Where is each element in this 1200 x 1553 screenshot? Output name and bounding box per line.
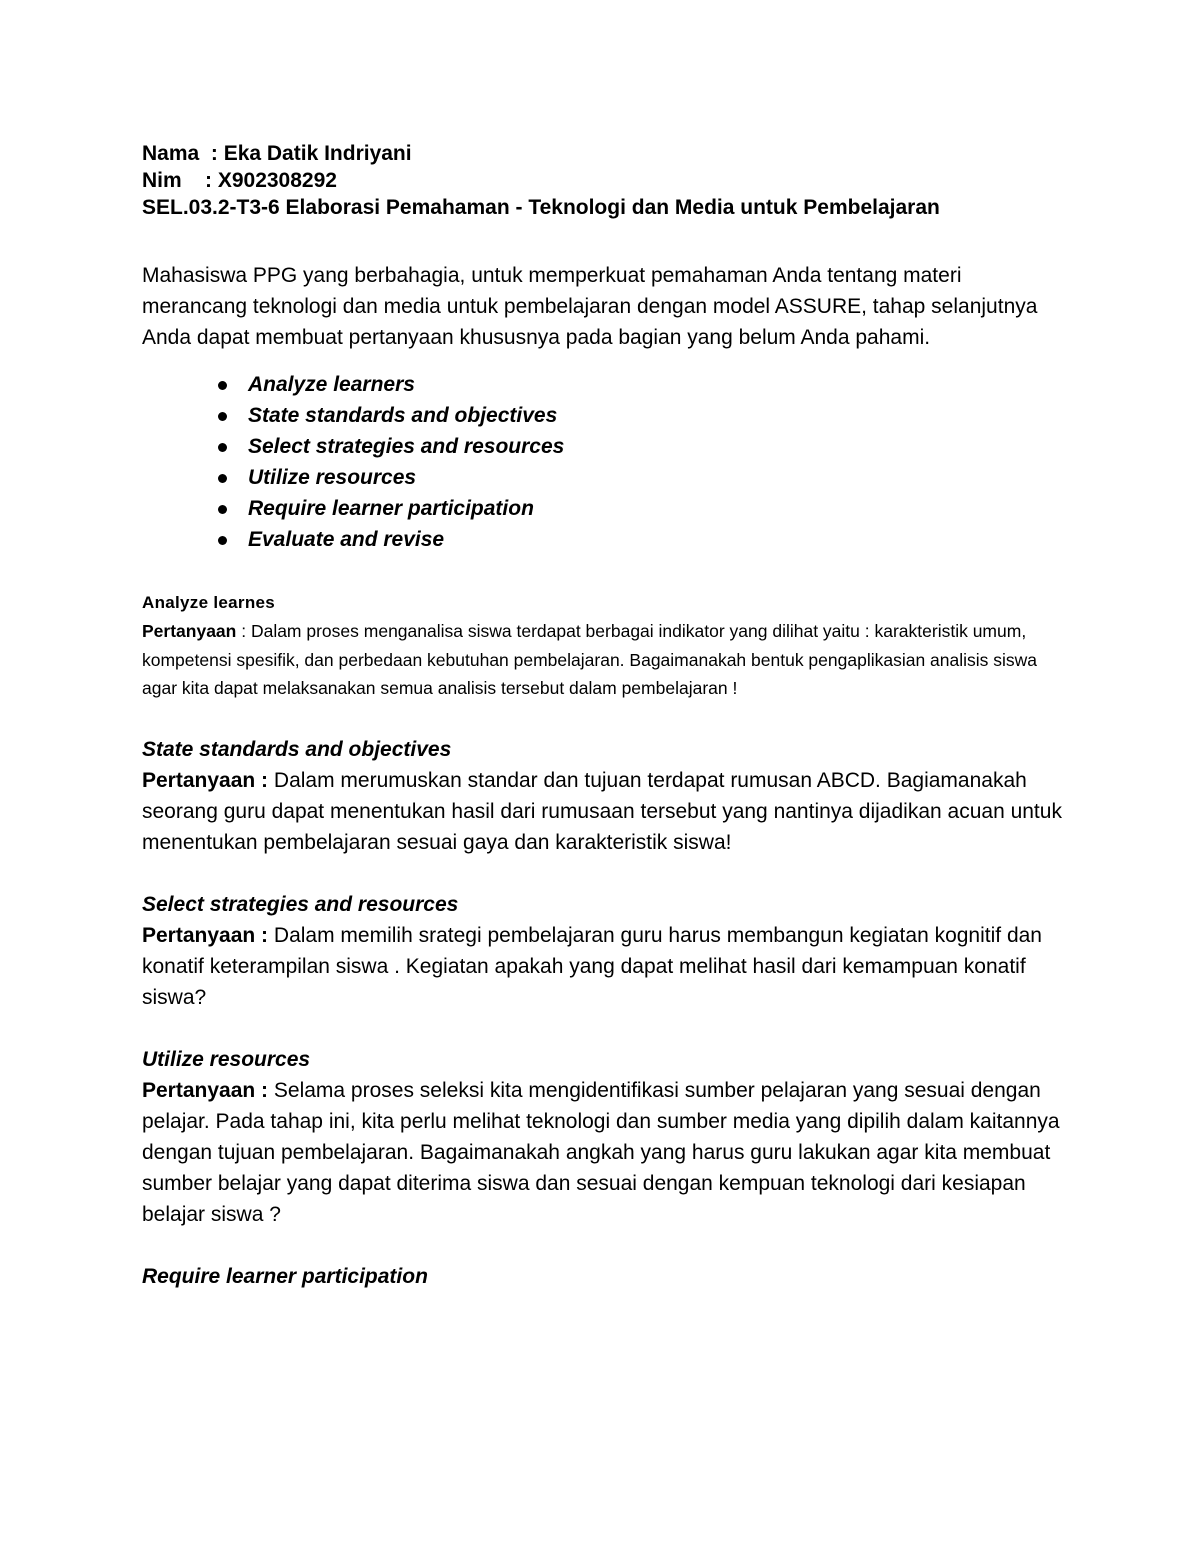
- question-text: Selama proses seleksi kita mengidentifikasi sumber pelajaran yang sesuai dengan pelajar. Pada tahap ini, kita perlu melihat teknologi dan sumber media yang dipilih dalam kaitannya dengan tujuan pembelajaran. Bagaimanakah angkah yang harus guru lakukan agar kita membuat sumber belajar yang dapat diterima siswa dan sesuai dengan kempuan teknologi dari kesiapan belajar siswa ?: [142, 1078, 1060, 1226]
- course-title: SEL.03.2-T3-6 Elaborasi Pemahaman - Teknologi dan Media untuk Pembelajaran: [142, 196, 940, 219]
- intro-paragraph: Mahasiswa PPG yang berbahagia, untuk memperkuat pemahaman Anda tentang materi merancang teknologi dan media untuk pembelajaran dengan model ASSURE, tahap selanjutnya Anda dapat membuat pertanyaan khususnya pada bagian yang belum Anda pahami.: [142, 264, 1038, 349]
- section-question: [142, 1075, 1072, 1230]
- list-item: [214, 400, 1072, 431]
- section-title: Select strategies and resources: [142, 892, 459, 916]
- student-nim: Nim : X902308292: [142, 169, 337, 192]
- list-item: [214, 524, 1072, 555]
- list-item-label: Utilize resources: [248, 466, 417, 489]
- section-title: Require learner participation: [142, 1264, 428, 1288]
- section-question: [142, 617, 1072, 703]
- question-text: Dalam memilih srategi pembelajaran guru harus membangun kegiatan kognitif dan konatif keterampilan siswa . Kegiatan apakah yang dapat melihat hasil dari kemampuan konatif siswa?: [142, 923, 1042, 1009]
- list-item-label: Select strategies and resources: [248, 435, 565, 458]
- bullet-icon: [218, 412, 227, 421]
- bullet-icon: [218, 536, 227, 545]
- list-item-label: Evaluate and revise: [248, 528, 445, 551]
- question-label: Pertanyaan: [142, 621, 237, 641]
- question-label: Pertanyaan :: [142, 768, 269, 792]
- section-select-strategies: [142, 889, 1072, 1013]
- section-analyze-learners: [142, 589, 1072, 703]
- section-question: [142, 765, 1072, 858]
- section-require-participation: [142, 1261, 1072, 1292]
- bullet-icon: [218, 505, 227, 514]
- bullet-icon: [218, 474, 227, 483]
- list-item-label: Require learner participation: [248, 497, 534, 520]
- bullet-icon: [218, 443, 227, 452]
- section-state-standards: [142, 734, 1072, 858]
- student-name: Nama : Eka Datik Indriyani: [142, 142, 412, 165]
- list-item: [214, 462, 1072, 493]
- list-item: [214, 493, 1072, 524]
- list-item-label: State standards and objectives: [248, 404, 558, 427]
- question-text: : Dalam proses menganalisa siswa terdapat berbagai indikator yang dilihat yaitu : karakteristik umum, kompetensi spesifik, dan perbedaan kebutuhan pembelajaran. Bagaimanakah bentuk pengaplikasian analisis siswa agar kita dapat melaksanakan semua analisis tersebut dalam pembelajaran !: [142, 621, 1038, 698]
- list-item: [214, 431, 1072, 462]
- section-title: State standards and objectives: [142, 737, 452, 761]
- section-utilize-resources: [142, 1044, 1072, 1230]
- bullet-icon: [218, 381, 227, 390]
- list-item-label: Analyze learners: [248, 373, 415, 396]
- assure-steps-list: [142, 369, 1072, 555]
- question-text: Dalam merumuskan standar dan tujuan terdapat rumusan ABCD. Bagiamanakah seorang guru dapat menentukan hasil dari rumusaan tersebut yang nantinya dijadikan acuan untuk menentukan pembelajaran sesuai gaya dan karakteristik siswa!: [142, 768, 1062, 854]
- section-question: [142, 920, 1072, 1013]
- list-item: [214, 369, 1072, 400]
- section-title: Analyze learnes: [142, 593, 276, 612]
- question-label: Pertanyaan :: [142, 923, 269, 947]
- question-label: Pertanyaan :: [142, 1078, 269, 1102]
- document-content: [142, 140, 1072, 1292]
- section-title: Utilize resources: [142, 1047, 311, 1071]
